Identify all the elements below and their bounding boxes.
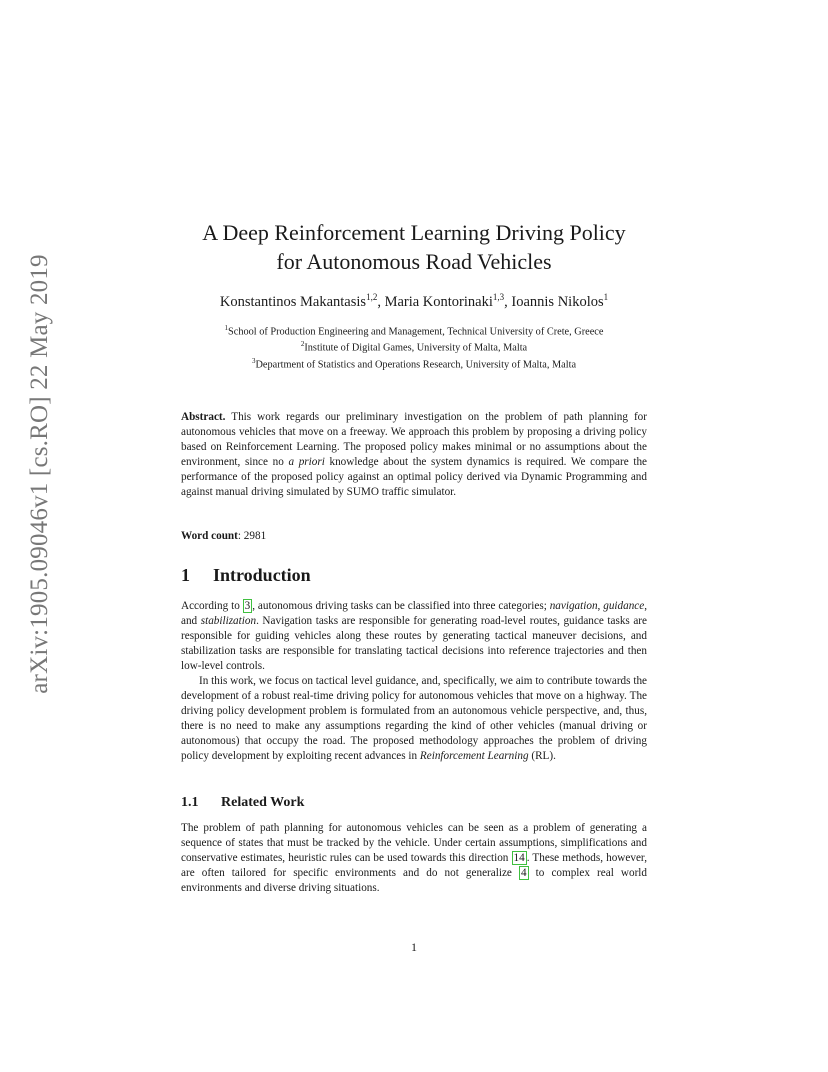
text-run: , autonomous driving tasks can be classified into three categories;	[252, 600, 550, 612]
author-3: Ioannis Nikolos	[511, 293, 604, 310]
affiliation-3-mark: 3	[251, 356, 256, 365]
affiliation-2-text: Institute of Digital Games, University of Malta, Malta	[304, 342, 528, 354]
italic-term: guidance	[603, 600, 645, 612]
intro-paragraph-2	[181, 674, 647, 764]
word-count-sep: :	[237, 530, 244, 542]
page-number: 1	[411, 940, 417, 954]
citation-link[interactable]: 3	[244, 600, 251, 612]
author-1-affil: 1,2	[366, 292, 378, 302]
author-2: Maria Kontorinaki	[384, 293, 493, 310]
affiliation-3-text: Department of Statistics and Operations Research, University of Malta, Malta	[255, 359, 577, 371]
abstract-label: Abstract.	[181, 411, 226, 423]
author-separator: ,	[504, 293, 512, 310]
text-run: to complex real world environments and diverse driving situations.	[181, 867, 648, 894]
word-count-value: 2981	[243, 530, 267, 542]
affiliation-1-mark: 1	[224, 324, 229, 332]
section-title: Introduction	[213, 565, 311, 585]
affiliation-2	[150, 338, 678, 354]
subsection-title: Related Work	[221, 795, 305, 810]
paper-title	[150, 218, 678, 276]
word-count-label: Word count	[181, 530, 238, 542]
text-run: , and	[181, 600, 648, 627]
abstract-italic: a priori	[288, 455, 325, 468]
author-2-affil: 1,3	[492, 292, 505, 302]
citation-link[interactable]: 14	[513, 852, 525, 864]
text-run: ,	[597, 600, 604, 612]
affiliation-2-mark: 2	[300, 340, 305, 349]
subsection-number: 1.1	[181, 795, 199, 810]
text-run: According to	[181, 600, 243, 612]
text-run: . These methods, however, are often tailored for specific environments and do not generalize	[181, 852, 647, 879]
author-list	[150, 292, 678, 311]
italic-term: Reinforcement Learning	[419, 750, 529, 762]
text-run: (RL).	[528, 750, 556, 762]
title-line-2: for Autonomous Road Vehicles	[276, 249, 552, 274]
section-heading-introduction	[181, 565, 647, 586]
italic-term: navigation	[549, 600, 598, 612]
author-1: Konstantinos Makantasis	[219, 293, 367, 310]
abstract-text: This work regards our preliminary investigation on the problem of path planning for autonomous vehicles that move on a freeway. We approach this problem by proposing a driving policy based on Reinforcement Learning. The proposed policy makes minimal or no assumptions about the environment, since no	[181, 411, 647, 468]
text-run: . Navigation tasks are responsible for generating road-level routes, guidance tasks are responsible for guiding vehicles along these routes by generating tactical maneuver decisions, and stabilization tasks are responsible for translating tactical decisions into reference trajectories and then low-level controls.	[181, 615, 647, 672]
subsection-heading-related-work	[181, 795, 647, 811]
arxiv-stamp-text: arXiv:1905.09046v1 [cs.RO] 22 May 2019	[26, 254, 53, 694]
affiliation-1-text: School of Production Engineering and Management, Technical University of Crete, Greece	[228, 326, 604, 338]
affiliation-3	[150, 355, 678, 371]
title-line-1: A Deep Reinforcement Learning Driving Policy	[202, 220, 626, 245]
text-run: The problem of path planning for autonomous vehicles can be seen as a problem of generating a sequence of states that must be tracked by the vehicle. Under certain assumptions, simplifications and conservative estimates, heuristic rules can be used towards this direction	[181, 822, 647, 864]
author-separator: ,	[377, 293, 385, 310]
italic-term: stabilization	[200, 615, 257, 627]
abstract	[181, 410, 647, 499]
affiliation-1	[150, 322, 678, 338]
arxiv-stamp	[20, 254, 60, 694]
citation-link[interactable]: 4	[520, 867, 527, 879]
author-3-affil: 1	[603, 292, 609, 302]
related-work-paragraph	[181, 821, 647, 896]
section-number: 1	[181, 565, 190, 585]
intro-paragraph-1	[181, 599, 647, 674]
affiliation-list	[150, 322, 678, 371]
abstract-text-cont: knowledge about the system dynamics is required. We compare the performance of the proposed policy against an optimal policy derived via Dynamic Programming and against manual driving simulated by SUMO traffic simulator.	[181, 455, 647, 498]
word-count	[181, 530, 647, 542]
text-run: In this work, we focus on tactical level guidance, and, specifically, we aim to contribute towards the development of a robust real-time driving policy for autonomous vehicles that move on a highway. The driving policy development problem is formulated from an autonomous vehicle perspective, and, thus, there is no need to make any assumptions regarding the kind of other vehicles (manual driving or autonomous) that occupy the road. The proposed methodology approaches the problem of driving policy development by exploiting recent advances in	[181, 675, 647, 762]
